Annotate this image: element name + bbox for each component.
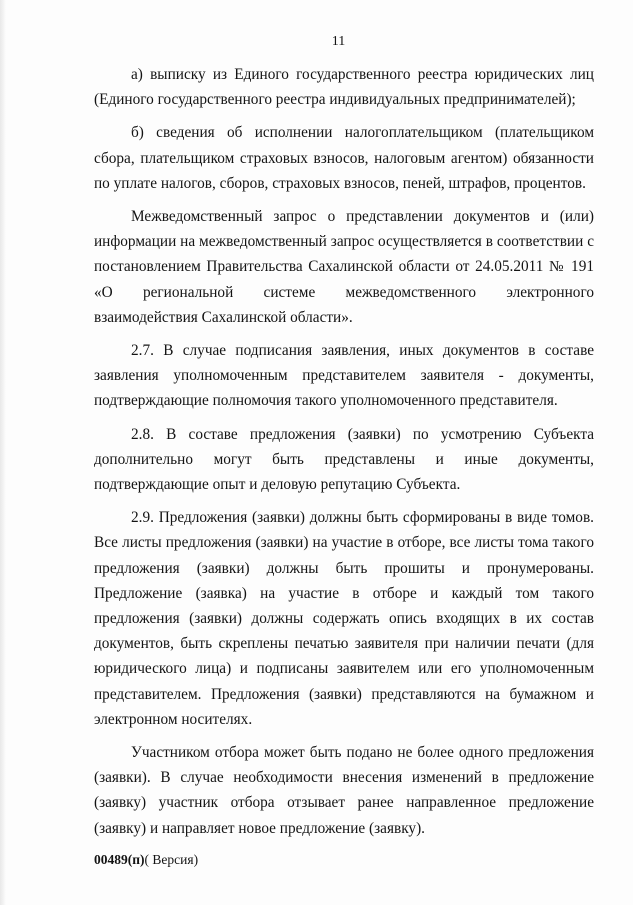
scan-edge xyxy=(0,0,6,905)
paragraph-extract-egrul: а) выписку из Единого государственного реестра юридических лиц (Единого государственного реестра индивидуальных предпринимателей); xyxy=(94,66,594,109)
document-footer xyxy=(94,852,198,868)
document-version: ( Версия) xyxy=(144,852,199,867)
paragraph-2-7: 2.7. В случае подписания заявления, иных документов в составе заявления уполномоченным представителем заявителя - документы, подтверждающие полномочия такого уполномоченного представителя. xyxy=(94,342,594,410)
page-number: 11 xyxy=(331,34,346,49)
paragraph-2-9: 2.9. Предложения (заявки) должны быть сформированы в виде томов. Все листы предложения (заявки) на участие в отборе, все листы тома такого предложения (заявки) должны быть прошиты и пронумерованы. Предложение (заявка) на участие в отборе и каждый том такого предложения (заявки) должны содержать опись входящих в их состав документов, быть скреплены печатью заявителя при наличии печати (для юридического лица) и подписаны заявителем или его уполномоченным представителем. Предложения (заявки) представляются на бумажном и электронном носителях. xyxy=(94,509,594,728)
paragraph-2-8: 2.8. В составе предложения (заявки) по усмотрению Субъекта дополнительно могут быть представлены и иные документы, подтверждающие опыт и деловую репутацию Субъекта. xyxy=(94,425,594,494)
paragraph-single-proposal: Участником отбора может быть подано не более одного предложения (заявки). В случае необходимости внесения изменений в предложение (заявку) участник отбора отзывает ранее направленное предложение (заявку) и направляет новое предложение (заявку). xyxy=(94,744,594,837)
document-body xyxy=(94,62,594,849)
paragraph-tax-info: б) сведения об исполнении налогоплательщиком (плательщиком сбора, плательщиком страховых взносов, налоговым агентом) обязанности по уплате налогов, сборов, страховых взносов, пеней, штрафов, процентов. xyxy=(94,124,594,192)
paragraph-interagency-request: Межведомственный запрос о представлении документов и (или) информации на межведомственный запрос осуществляется в соответствии с постановлением Правительства Сахалинской области от 24.05.2011 № 191 «О региональной системе межведомственного электронного взаимодействия Сахалинской области». xyxy=(94,208,594,326)
document-code: 00489(п) xyxy=(94,852,145,867)
